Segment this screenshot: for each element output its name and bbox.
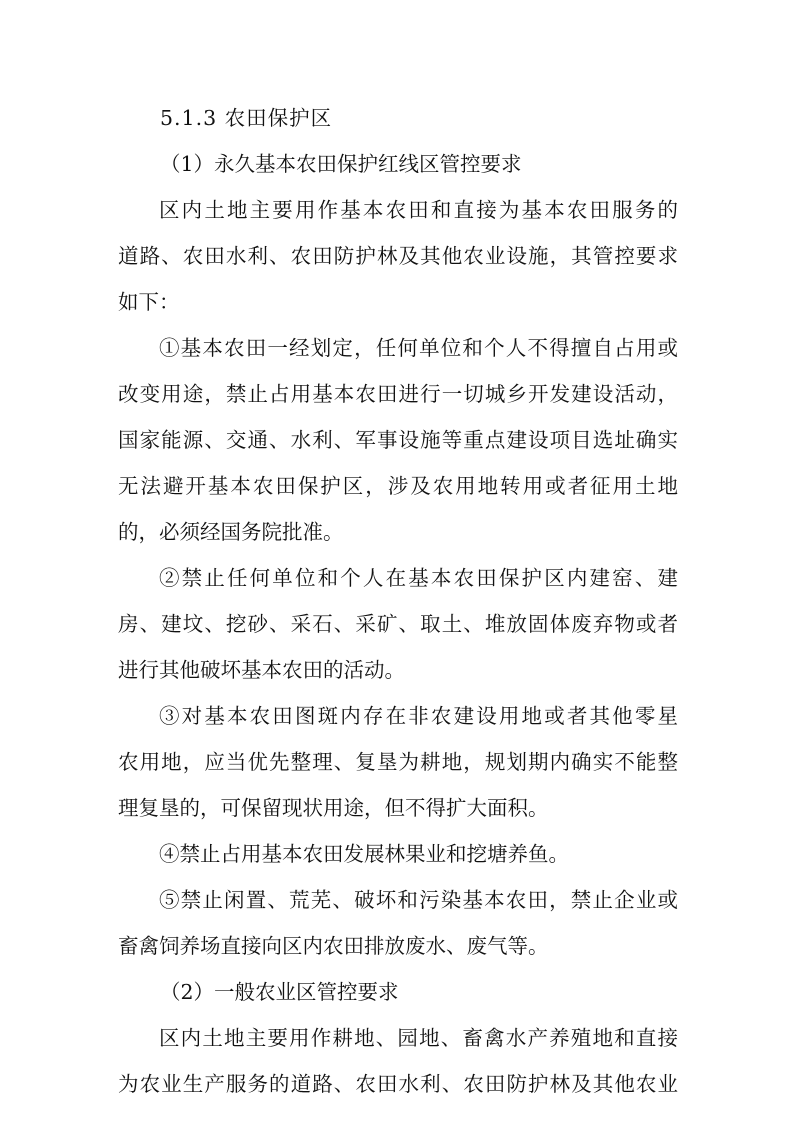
paragraph-line: ③对基本农田图斑内存在非农建设用地或者其他零星	[159, 704, 678, 728]
paragraph-line: 畜禽饲养场直接向区内农田排放废水、废气等。	[118, 934, 549, 958]
subsection-heading-1: （1）永久基本农田保护红线区管控要求	[160, 152, 522, 176]
paragraph-line: 无法避开基本农田保护区，涉及农用地转用或者征用土地	[118, 474, 678, 498]
paragraph-line: 的，必须经国务院批准。	[118, 520, 344, 544]
paragraph-line: 改变用途，禁止占用基本农田进行一切城乡开发建设活动，	[118, 382, 678, 406]
paragraph-line: 为农业生产服务的道路、农田水利、农田防护林及其他农业	[118, 1072, 678, 1096]
paragraph-line: 道路、农田水利、农田防护林及其他农业设施，其管控要求	[118, 244, 678, 268]
paragraph-line: 理复垦的，可保留现状用途，但不得扩大面积。	[118, 796, 549, 820]
subsection-heading-2: （2）一般农业区管控要求	[160, 980, 399, 1004]
paragraph-line: 国家能源、交通、水利、军事设施等重点建设项目选址确实	[118, 428, 678, 452]
paragraph-line: 房、建坟、挖砂、采石、采矿、取土、堆放固体废弃物或者	[118, 612, 678, 636]
paragraph-line: 农用地，应当优先整理、复垦为耕地，规划期内确实不能整	[118, 750, 678, 774]
paragraph-line: ②禁止任何单位和个人在基本农田保护区内建窑、建	[159, 566, 678, 590]
paragraph-line: ⑤禁止闲置、荒芜、破坏和污染基本农田，禁止企业或	[159, 888, 678, 912]
paragraph-line: 区内土地主要用作基本农田和直接为基本农田服务的	[159, 198, 678, 222]
paragraph-line: ①基本农田一经划定，任何单位和个人不得擅自占用或	[159, 336, 678, 360]
paragraph-line: 进行其他破坏基本农田的活动。	[118, 658, 405, 682]
section-heading: 5.1.3 农田保护区	[160, 106, 333, 130]
paragraph-line: ④禁止占用基本农田发展林果业和挖塘养鱼。	[159, 842, 569, 866]
paragraph-line: 如下：	[118, 290, 180, 314]
paragraph-line: 区内土地主要用作耕地、园地、畜禽水产养殖地和直接	[159, 1026, 678, 1050]
